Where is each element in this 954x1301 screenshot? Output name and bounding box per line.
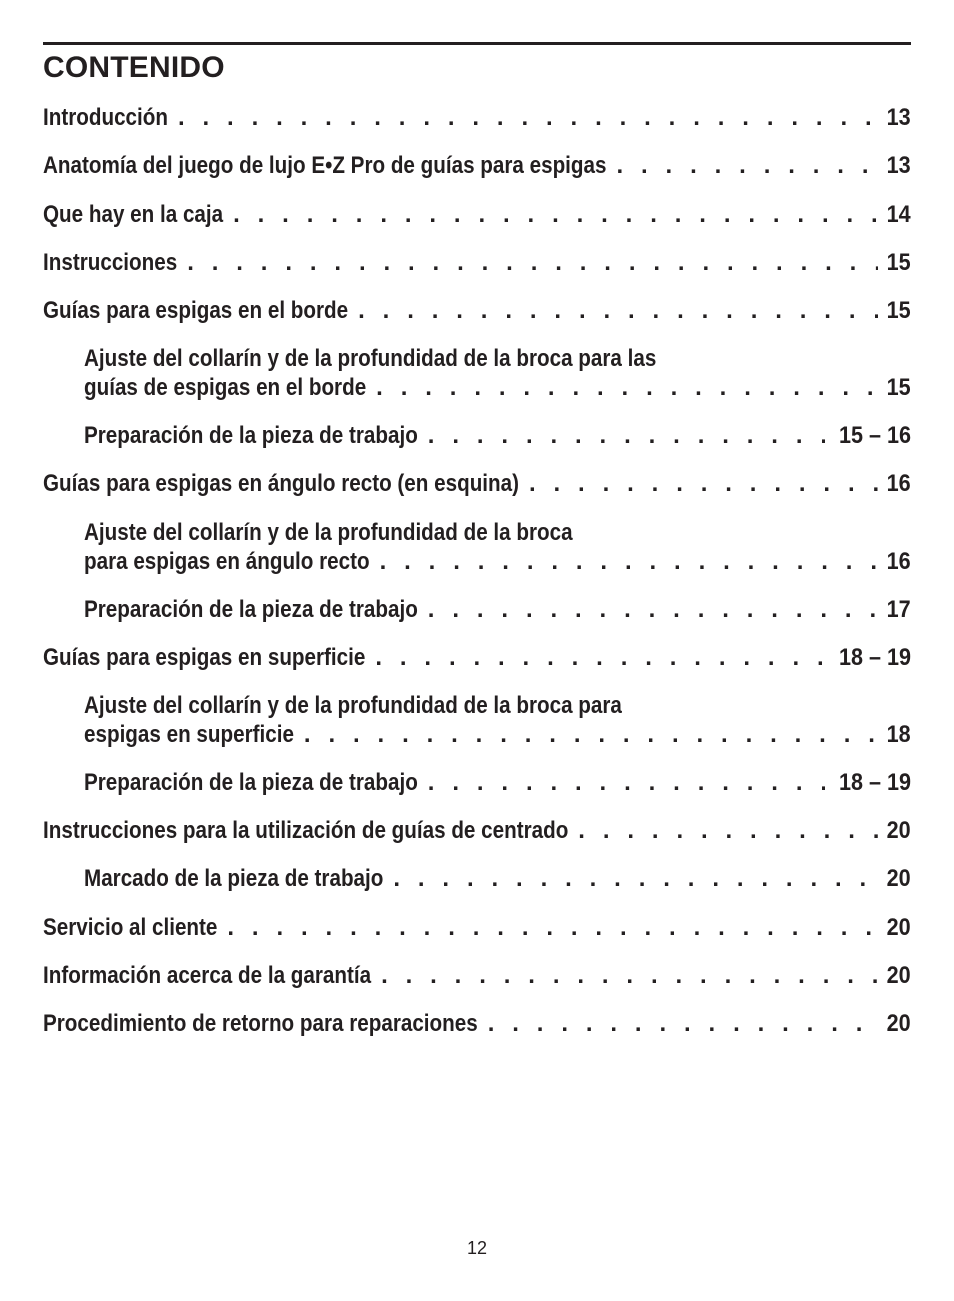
toc-entry-label: Que hay en la caja bbox=[43, 201, 224, 228]
toc-entry-label-line1: Ajuste del collarín y de la profundidad de la broca para las bbox=[84, 345, 657, 372]
toc-entry-label: guías de espigas en el borde bbox=[84, 374, 367, 401]
toc-entry[interactable] bbox=[43, 816, 911, 845]
toc-entry-label: Marcado de la pieza de trabajo bbox=[84, 865, 384, 892]
toc-entry-label: Guías para espigas en superficie bbox=[43, 644, 366, 671]
toc-entry-page: 20 bbox=[886, 962, 911, 989]
toc-subentry[interactable] bbox=[84, 595, 911, 624]
toc-entry[interactable] bbox=[43, 961, 911, 990]
toc-entry[interactable] bbox=[43, 1009, 911, 1038]
toc-entry-label: Información acerca de la garantía bbox=[43, 962, 372, 989]
toc-entry-page: 15 – 16 bbox=[838, 422, 911, 449]
toc-entry-label: Instrucciones para la utilización de guías de centrado bbox=[43, 817, 569, 844]
dot-leader bbox=[227, 913, 878, 942]
toc-entry-label: Preparación de la pieza de trabajo bbox=[84, 422, 418, 449]
toc-entry[interactable] bbox=[43, 151, 911, 180]
toc-entry-page: 15 bbox=[886, 249, 911, 276]
dot-leader bbox=[428, 421, 825, 450]
toc-entry[interactable] bbox=[43, 200, 911, 229]
toc-entry-page: 20 bbox=[886, 1010, 911, 1037]
toc-entry-label: Instrucciones bbox=[43, 249, 178, 276]
toc-entry-label: espigas en superficie bbox=[84, 721, 294, 748]
dot-leader bbox=[393, 864, 878, 893]
toc-entry-label: Guías para espigas en el borde bbox=[43, 297, 349, 324]
toc-entry-label-line1: Ajuste del collarín y de la profundidad de la broca para bbox=[84, 692, 622, 719]
dot-leader bbox=[178, 103, 878, 132]
toc-entry-page: 15 bbox=[886, 374, 911, 401]
dot-leader bbox=[578, 816, 878, 845]
toc-entry-label-line1: Ajuste del collarín y de la profundidad de la broca bbox=[84, 519, 573, 546]
dot-leader bbox=[380, 547, 879, 576]
dot-leader bbox=[529, 469, 878, 498]
toc-entry-label: Preparación de la pieza de trabajo bbox=[84, 596, 418, 623]
toc-subentry[interactable] bbox=[84, 864, 911, 893]
dot-leader bbox=[358, 296, 878, 325]
toc-entry-page: 18 – 19 bbox=[838, 769, 911, 796]
dot-leader bbox=[187, 248, 878, 277]
toc-subentry[interactable] bbox=[84, 691, 911, 749]
toc-entry[interactable] bbox=[43, 913, 911, 942]
toc-entry-page: 14 bbox=[886, 201, 911, 228]
toc-subentry[interactable] bbox=[84, 421, 911, 450]
toc-entry-label: Guías para espigas en ángulo recto (en esquina) bbox=[43, 470, 519, 497]
toc-entry-page: 15 bbox=[886, 297, 911, 324]
dot-leader bbox=[428, 768, 825, 797]
toc-entry-label: Procedimiento de retorno para reparaciones bbox=[43, 1010, 478, 1037]
toc-entry[interactable] bbox=[43, 103, 911, 132]
dot-leader bbox=[616, 151, 878, 180]
dot-leader bbox=[375, 643, 825, 672]
toc-entry-page: 16 bbox=[886, 470, 911, 497]
toc-entry[interactable] bbox=[43, 248, 911, 277]
toc-entry[interactable] bbox=[43, 296, 911, 325]
top-rule bbox=[43, 42, 911, 45]
toc-subentry[interactable] bbox=[84, 518, 911, 576]
toc-entry-page: 20 bbox=[886, 914, 911, 941]
page-title: CONTENIDO bbox=[43, 51, 225, 84]
toc-entry-page: 20 bbox=[886, 817, 911, 844]
dot-leader bbox=[304, 720, 878, 749]
dot-leader bbox=[488, 1009, 879, 1038]
toc-entry-page: 13 bbox=[886, 152, 911, 179]
toc-entry-label: Preparación de la pieza de trabajo bbox=[84, 769, 418, 796]
toc-subentry[interactable] bbox=[84, 768, 911, 797]
dot-leader bbox=[381, 961, 878, 990]
dot-leader bbox=[428, 595, 879, 624]
toc-entry-page: 16 bbox=[886, 548, 911, 575]
toc-entry-page: 13 bbox=[886, 104, 911, 131]
page-number: 12 bbox=[466, 1238, 488, 1258]
toc-subentry[interactable] bbox=[84, 344, 911, 402]
toc-entry-label: para espigas en ángulo recto bbox=[84, 548, 370, 575]
toc-entry[interactable] bbox=[43, 469, 911, 498]
dot-leader bbox=[376, 373, 878, 402]
toc-entry[interactable] bbox=[43, 643, 911, 672]
toc-entry-page: 17 bbox=[886, 596, 911, 623]
toc-entry-label: Anatomía del juego de lujo E•Z Pro de guías para espigas bbox=[43, 152, 607, 179]
toc-entry-page: 18 bbox=[886, 721, 911, 748]
dot-leader bbox=[233, 200, 878, 229]
toc-entry-page: 18 – 19 bbox=[838, 644, 911, 671]
toc-entry-label: Introducción bbox=[43, 104, 168, 131]
toc-entry-page: 20 bbox=[886, 865, 911, 892]
toc-entry-label: Servicio al cliente bbox=[43, 914, 218, 941]
